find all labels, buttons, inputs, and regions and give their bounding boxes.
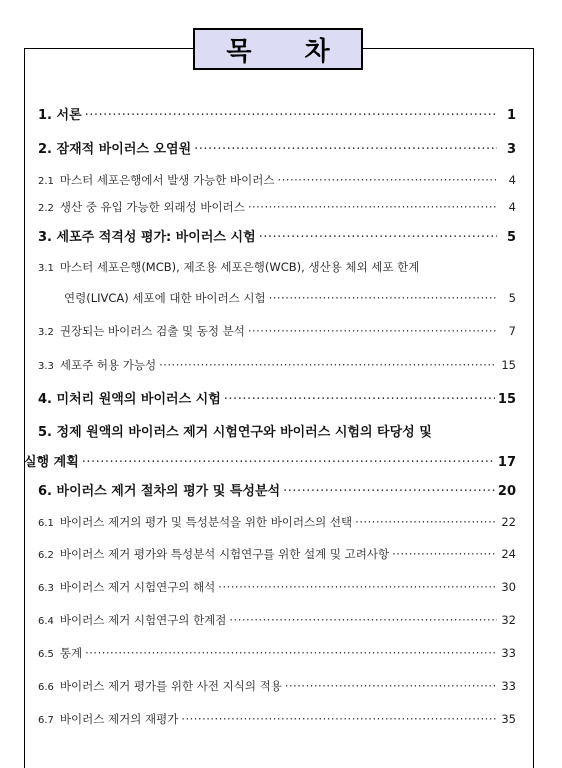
toc-entry-label — [38, 711, 178, 727]
toc-entry-label — [38, 514, 352, 530]
toc-entry-number: 6.4 — [38, 616, 54, 627]
toc-entry-5-line1[interactable] — [38, 421, 432, 440]
toc-entry-text: 바이러스 제거 평가를 위한 사전 지식의 적용 — [59, 679, 282, 693]
toc-dot-leader — [283, 484, 495, 499]
toc-entry-1[interactable] — [38, 104, 516, 123]
toc-dot-leader — [269, 291, 497, 305]
toc-entry-page: 4 — [508, 200, 516, 214]
toc-entry-page: 20 — [497, 484, 516, 499]
toc-entry-3-1-line2[interactable] — [64, 290, 516, 306]
toc-entry-page: 5 — [508, 291, 516, 305]
toc-entry-label: 5. 정제 원액의 바이러스 제거 시험연구와 바이러스 시험의 타당성 및 — [38, 425, 432, 440]
toc-entry-number: 6.5 — [38, 649, 54, 660]
toc-entry-text: 세포주 허용 가능성 — [59, 358, 157, 372]
toc-entry-6-2[interactable] — [38, 546, 516, 562]
toc-entry-number: 3.2 — [38, 327, 54, 338]
toc-entry-label — [38, 546, 389, 562]
toc-entry-number: 6.2 — [38, 550, 54, 561]
toc-entry-page: 24 — [501, 547, 516, 561]
toc-entry-number: 6.3 — [38, 583, 54, 594]
toc-entry-label — [38, 645, 82, 661]
toc-entry-text: 바이러스 제거의 재평가 — [59, 712, 179, 726]
toc-entry-3[interactable] — [38, 226, 516, 245]
toc-dot-leader — [285, 679, 497, 693]
toc-entry-label: 1. 서론 — [38, 108, 82, 123]
toc-entry-label: 2. 잠재적 바이러스 오염원 — [38, 142, 192, 157]
toc-dot-leader — [229, 613, 497, 627]
toc-entry-label: 4. 미처리 원액의 바이러스 시험 — [38, 392, 221, 407]
toc-entry-6-4[interactable] — [38, 612, 516, 628]
toc-entry-number: 2.1 — [38, 176, 54, 187]
toc-entry-6-1[interactable] — [38, 514, 516, 530]
toc-entry-page: 15 — [497, 392, 516, 407]
toc-dot-leader — [355, 515, 497, 529]
toc-dot-leader — [278, 173, 498, 187]
toc-entry-page: 22 — [501, 515, 516, 529]
toc-entry-page: 1 — [506, 108, 516, 123]
toc-dot-leader — [224, 392, 495, 407]
toc-entry-label: 3. 세포주 적격성 평가: 바이러스 시험 — [38, 230, 256, 245]
toc-entry-3-1-line1[interactable] — [38, 259, 419, 275]
toc-entry-2[interactable] — [38, 138, 516, 157]
toc-entry-label — [38, 172, 275, 188]
toc-entry-text: 마스터 세포은행에서 발생 가능한 바이러스 — [59, 173, 275, 187]
toc-entry-number: 3.1 — [38, 263, 54, 274]
toc-entry-number: 6.7 — [38, 715, 54, 726]
toc-dot-leader — [259, 230, 497, 245]
toc-entry-label — [38, 323, 245, 339]
toc-entry-label — [38, 678, 282, 694]
toc-entry-4[interactable] — [38, 388, 516, 407]
toc-entry-6[interactable] — [38, 480, 516, 499]
toc-entry-text: 생산 중 유입 가능한 외래성 바이러스 — [59, 200, 245, 214]
toc-entry-page: 5 — [506, 230, 516, 245]
toc-title-box — [193, 28, 363, 70]
toc-entry-5-line2[interactable] — [24, 451, 516, 470]
toc-entry-2-2[interactable] — [38, 199, 516, 215]
toc-entry-text: 바이러스 제거 시험연구의 한계점 — [59, 613, 227, 627]
toc-dot-leader — [248, 200, 497, 214]
toc-entry-page: 17 — [497, 455, 516, 470]
toc-entry-3-3[interactable] — [38, 357, 516, 373]
toc-entry-number: 3.3 — [38, 361, 54, 372]
toc-dot-leader — [181, 712, 497, 726]
toc-entry-page: 3 — [506, 142, 516, 157]
toc-entry-label: 연령(LIVCA) 세포에 대한 바이러스 시험 — [64, 291, 266, 305]
toc-dot-leader — [218, 580, 497, 594]
toc-entry-number: 2.2 — [38, 203, 54, 214]
toc-entry-label: 6. 바이러스 제거 절차의 평가 및 특성분석 — [38, 484, 281, 499]
toc-entry-6-3[interactable] — [38, 579, 516, 595]
toc-dot-leader — [85, 646, 497, 660]
toc-entry-label — [38, 199, 245, 215]
toc-entry-number: 6.1 — [38, 518, 54, 529]
toc-dot-leader — [248, 324, 497, 338]
toc-entry-6-5[interactable] — [38, 645, 516, 661]
toc-entry-label — [38, 612, 226, 628]
toc-entry-number: 6.6 — [38, 682, 54, 693]
toc-entry-text: 바이러스 제거의 평가 및 특성분석을 위한 바이러스의 선택 — [59, 515, 353, 529]
toc-entry-label — [38, 357, 156, 373]
toc-entry-text: 통계 — [59, 646, 83, 660]
toc-entry-page: 7 — [508, 324, 516, 338]
toc-entry-page: 33 — [501, 646, 516, 660]
toc-entry-text: 마스터 세포은행(MCB), 제조용 세포은행(WCB), 생산용 체외 세포 한계 — [59, 260, 420, 274]
toc-entry-text: 바이러스 제거 평가와 특성분석 시험연구를 위한 설계 및 고려사항 — [59, 547, 390, 561]
toc-dot-leader — [159, 358, 497, 372]
toc-entry-2-1[interactable] — [38, 172, 516, 188]
toc-entry-page: 33 — [501, 679, 516, 693]
toc-entry-page: 32 — [501, 613, 516, 627]
toc-entry-6-6[interactable] — [38, 678, 516, 694]
toc-entry-6-7[interactable] — [38, 711, 516, 727]
toc-entry-text: 권장되는 바이러스 검출 및 동정 분석 — [59, 324, 245, 338]
toc-dot-leader — [194, 142, 497, 157]
toc-dot-leader — [392, 547, 497, 561]
toc-entry-3-2[interactable] — [38, 323, 516, 339]
toc-entry-label — [38, 579, 215, 595]
toc-entry-page: 4 — [508, 173, 516, 187]
toc-dot-leader — [82, 455, 495, 470]
toc-entry-page: 35 — [501, 712, 516, 726]
toc-entry-label: 실행 계획 — [24, 455, 79, 470]
toc-entry-text: 바이러스 제거 시험연구의 해석 — [59, 580, 216, 594]
toc-entry-page: 30 — [501, 580, 516, 594]
toc-title: 목 차 — [226, 36, 352, 67]
toc-dot-leader — [85, 108, 497, 123]
toc-entry-page: 15 — [501, 358, 516, 372]
